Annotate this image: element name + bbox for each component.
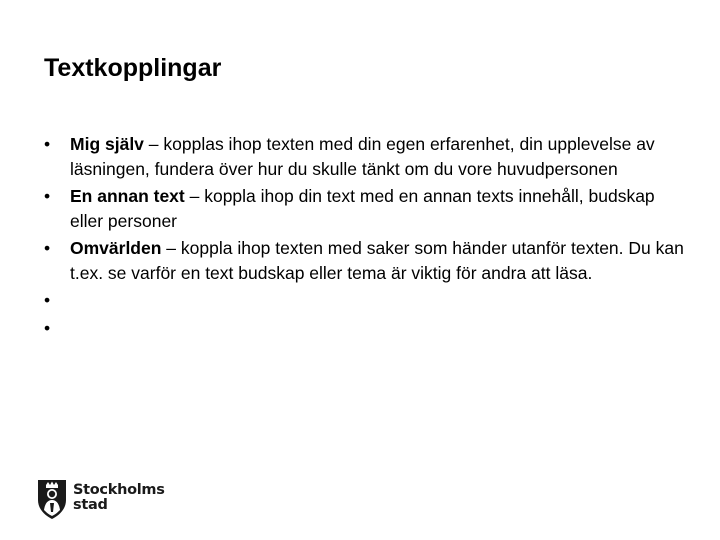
bullet-item-empty-2 — [44, 316, 684, 341]
bullet-term: Mig själv — [70, 134, 144, 154]
stockholms-stad-logo — [36, 476, 165, 520]
bullet-item-empty-1 — [44, 288, 684, 313]
bullet-item-omvarlden — [44, 236, 684, 285]
logo-wordmark — [73, 483, 165, 513]
slide-title: Textkopplingar — [44, 54, 222, 82]
logo-line-2: stad — [73, 497, 108, 513]
bullet-list — [44, 132, 684, 343]
bullet-dot: • — [44, 186, 51, 206]
bullet-text: – koppla ihop texten med saker som händer utanför texten. Du kan t.ex. se varför en text budskap eller tema är viktig för andra att läsa. — [70, 238, 684, 283]
bullet-text: – kopplas ihop texten med din egen erfarenhet, din upplevelse av läsningen, fundera över hur du skulle tänkt om du vore huvudpersonen — [70, 134, 655, 179]
bullet-term: En annan text — [70, 186, 185, 206]
bullet-dot: • — [44, 238, 51, 258]
bullet-dot: • — [44, 134, 51, 154]
bullet-item-mig-sjalv — [44, 132, 684, 181]
bullet-item-en-annan-text — [44, 184, 684, 233]
bullet-dot: • — [44, 317, 51, 338]
bullet-dot: • — [44, 290, 51, 310]
bullet-text: – koppla ihop din text med en annan texts innehåll, budskap eller personer — [70, 186, 655, 231]
stockholm-crest-icon — [36, 476, 68, 520]
bullet-term: Omvärlden — [70, 238, 162, 258]
logo-line-1: Stockholms — [73, 482, 165, 498]
